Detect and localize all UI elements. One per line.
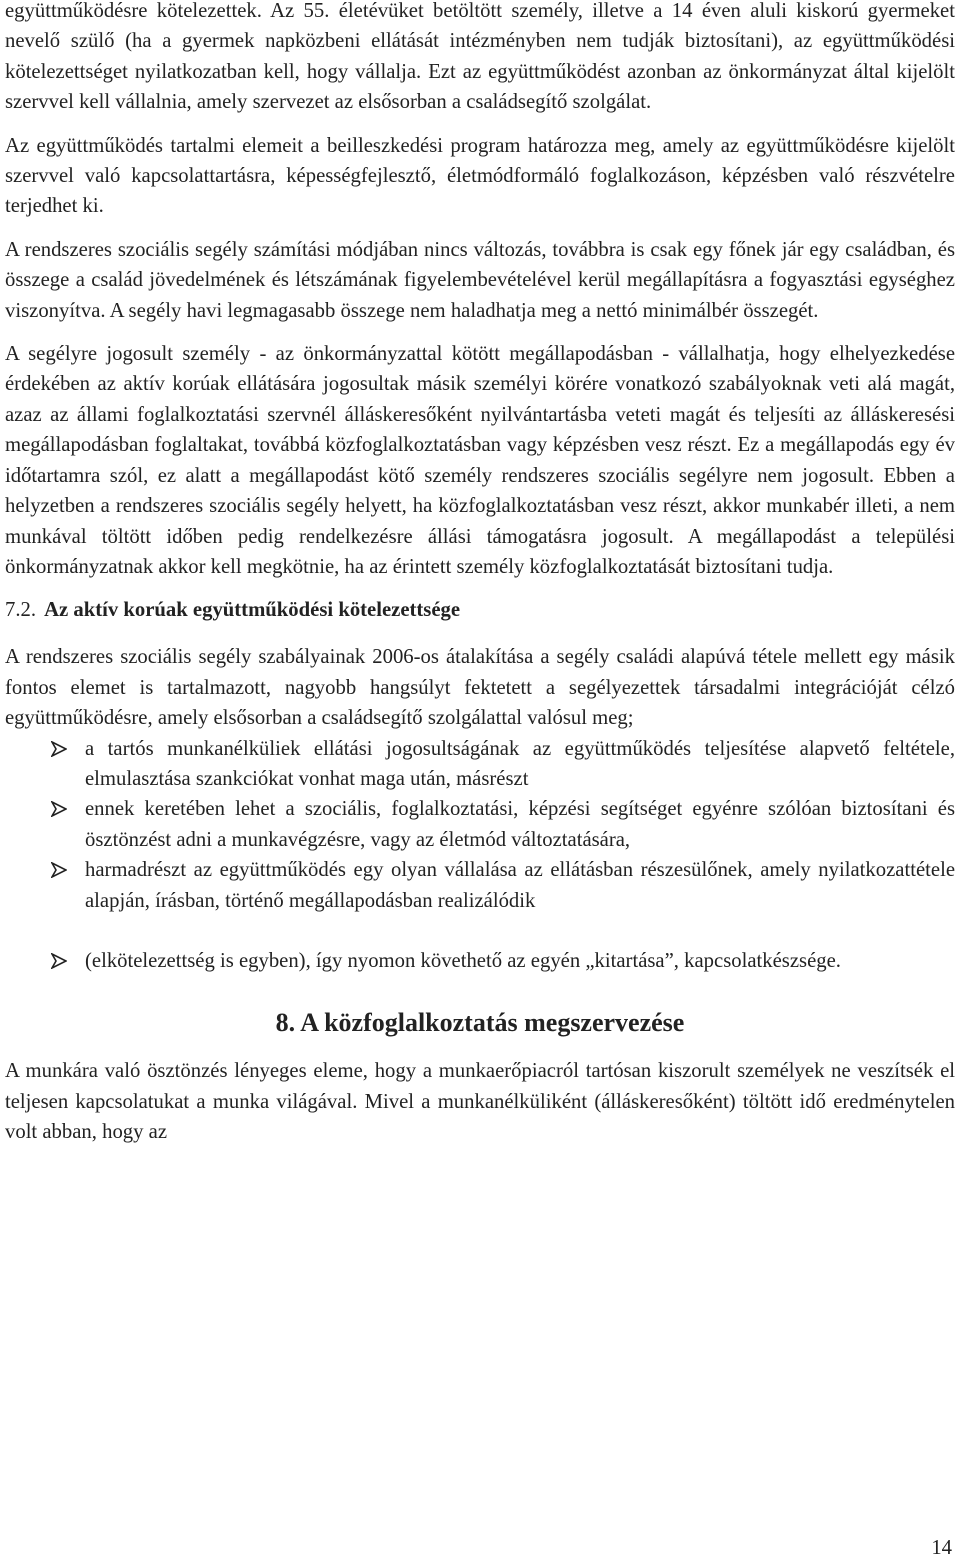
section-number: 7.2. [5, 599, 37, 622]
bullet-list [5, 734, 955, 977]
paragraph-public-work: A munkára való ösztönzés lényeges eleme, hogy a munkaerőpiacról tartósan kiszorult személyek ne veszítsék el teljesen kapcsolatukat a munka világával. Mivel a munkanélküliként (álláskeresőként) töltött idő eredménytelen volt abban, hogy az [5, 1060, 955, 1144]
section-heading-7-2 [5, 596, 955, 624]
paragraph-cooperation-obligation: együttműködésre kötelezettek. Az 55. életévüket betöltött személy, illetve a 14 éven aluli kiskorú gyermeket nevelő szülő (ha a gyermek napközbeni ellátását intézményben nem tudják biztosítani), az együttműködési kötelezettséget nyilatkozatban kell, hogy vállalja. Ezt az együttműködést azonban az önkormányzat által kijelölt szervvel kell vállalnia, amely szervezet az elsősorban a családsegítő szolgálat. [5, 0, 955, 114]
document-page [5, 0, 955, 1148]
section-intro: A rendszeres szociális segély szabályainak 2006-os átalakítása a segély családi alapúvá tétele mellett egy másik fontos elemet is tartalmazott, nagyobb hangsúlyt fektetett a segélyezettek társadalmi integrációját célzó együttműködésre, amely elsősorban a családsegítő szolgálattal valósul meg; [5, 646, 955, 730]
list-item: a tartós munkanélküliek ellátási jogosultságának az együttműködés teljesítése alapvető feltétele, elmulasztása szankciókat vonhat maga után, másrészt [5, 734, 955, 795]
section-heading-8 [5, 1006, 955, 1040]
arrowhead-bullet-icon [51, 801, 67, 817]
section-title: Az aktív korúak együttműködési kötelezettsége [44, 599, 461, 622]
paragraph-agreement: A segélyre jogosult személy - az önkormányzattal kötött megállapodásban - vállalhatja, hogy elhelyezkedése érdekében az aktív korúak ellátására jogosultak másik személyi körére vonatkozó szabályoknak veti alá magát, azaz az állami foglalkoztatási szervnél álláskeresőként nyilvántartásba veteti magát és teljesíti az álláskeresési megállapodásban foglaltakat, továbbá közfoglalkoztatásban vagy képzésben vesz részt. Ez a megállapodás egy év időtartamra szól, ez alatt a megállapodást kötő személy rendszeres szociális segélyre nem jogosult. Ebben a helyzetben a rendszeres szociális segély helyett, ha közfoglalkoztatásban vesz részt, akkor munkabér illeti, a nem munkával töltött időben pedig rendelkezésre állási támogatásra jogosult. A megállapodást a települési önkormányzatnak akkor kell megkötnie, ha az érintett személy közfoglalkoztatását biztosítani tudja. [5, 343, 955, 578]
list-item: (elkötelezettség is egyben), így nyomon követhető az egyén „kitartása”, kapcsolatkészsége. [5, 946, 955, 976]
paragraph-calculation: A rendszeres szociális segély számítási módjában nincs változás, továbbra is csak egy főnek jár egy családban, és összege a család jövedelmének és létszámának figyelembevételével kerül megállapításra a fogyasztási egységhez viszonyítva. A segély havi legmagasabb összege nem haladhatja meg a nettó minimálbér összegét. [5, 238, 955, 322]
arrowhead-bullet-icon [51, 741, 67, 757]
paragraph-cooperation-content: Az együttműködés tartalmi elemeit a beilleszkedési program határozza meg, amely az együttműködésre kijelölt szervvel való kapcsolattartásra, képességfejlesztő, életmódformáló foglalkozáson, képzésben való részvételre terjedhet ki. [5, 134, 955, 218]
list-item: ennek keretében lehet a szociális, foglalkoztatási, képzési segítséget egyénre szólóan biztosítani és ösztönzést adni a munkavégzésre, vagy az életmód változtatására, [5, 794, 955, 855]
list-item: harmadrészt az együttműködés egy olyan vállalása az ellátásban részesülőnek, amely nyilatkozattétele alapján, írásban, történő megállapodásban realizálódik [5, 855, 955, 916]
section-title: A közfoglalkoztatás megszervezése [300, 1008, 685, 1038]
arrowhead-bullet-icon [51, 862, 67, 878]
arrowhead-bullet-icon [51, 953, 67, 969]
page-number: 14 [931, 1537, 952, 1559]
section-number: 8. [275, 1008, 296, 1038]
